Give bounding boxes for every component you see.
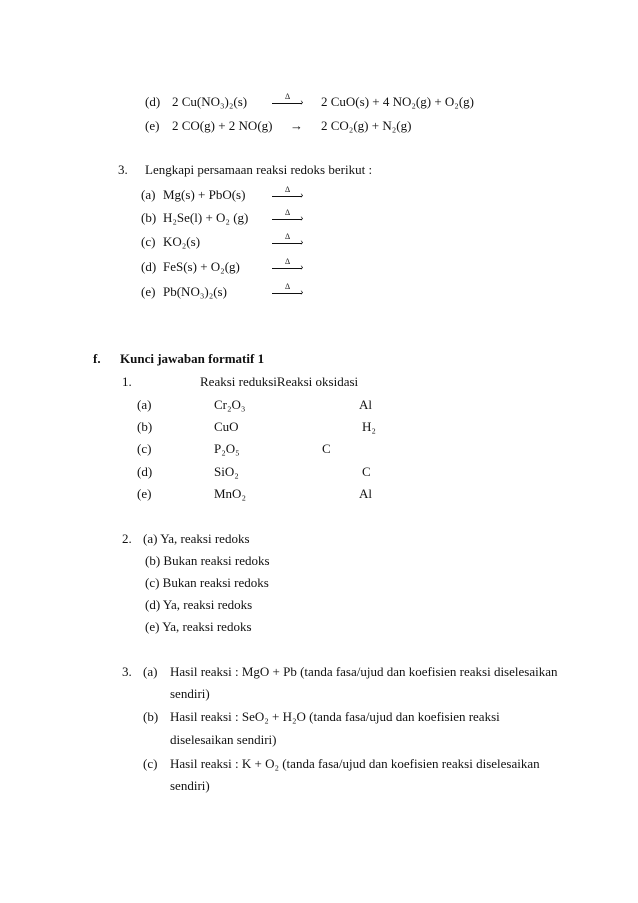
answer3-b-line1: Hasil reaksi : SeO₂ + H₂O (tanda fasa/ujud dan koefisien reaksi: [170, 709, 500, 724]
delta-symbol: Δ: [285, 185, 291, 194]
answer2-item: (e) Ya, reaksi redoks: [145, 619, 252, 634]
answer3-c-line2: sendiri): [170, 778, 210, 793]
eq-e-arrow: →: [290, 118, 303, 133]
q3-item-c-text: KO₂(s): [163, 234, 201, 249]
answer2-number: 2.: [122, 531, 132, 546]
answer1-row-a-reduction: Cr₂O₃: [214, 397, 246, 412]
answer1-number: 1.: [122, 374, 132, 389]
q3-title: Lengkapi persamaan reaksi redoks berikut :: [145, 162, 373, 177]
answer1-row-e-reduction: MnO₂: [214, 486, 246, 501]
answer1-row-c-label: (c): [137, 441, 152, 456]
eq-e-label: (e): [145, 118, 160, 133]
answer1-row-b-oxidation: H₂: [362, 419, 376, 434]
answer2-item: (c) Bukan reaksi redoks: [145, 575, 269, 590]
eq-d-products: 2 CuO(s) + 4 NO₂(g) + O₂(g): [321, 94, 474, 109]
q3-item-a-text: Mg(s) + PbO(s): [163, 187, 246, 202]
q3-item-b-label: (b): [141, 210, 157, 225]
answer1-row-d-label: (d): [137, 464, 153, 479]
answer3-a-line1: Hasil reaksi : MgO + Pb (tanda fasa/ujud dan koefisien reaksi diselesaikan: [170, 664, 558, 679]
answer2-item: (a) Ya, reaksi redoks: [143, 531, 250, 546]
answer3-c-label: (c): [143, 756, 158, 771]
answer1-header: Reaksi reduksiReaksi oksidasi: [200, 374, 359, 389]
answer1-row-a-label: (a): [137, 397, 152, 412]
answer1-row-b-label: (b): [137, 419, 153, 434]
q3-item-e-text: Pb(NO₃)₂(s): [163, 284, 227, 299]
delta-symbol: Δ: [285, 232, 291, 241]
answer3-c-line1: Hasil reaksi : K + O₂ (tanda fasa/ujud dan koefisien reaksi diselesaikan: [170, 756, 540, 771]
answer3-a-line2: sendiri): [170, 686, 210, 701]
eq-e-reactants: 2 CO(g) + 2 NO(g): [172, 118, 273, 133]
answer1-row-e-label: (e): [137, 486, 152, 501]
answer3-number: 3.: [122, 664, 132, 679]
answer1-row-d-reduction: SiO₂: [214, 464, 239, 479]
q3-item-d-text: FeS(s) + O₂(g): [163, 259, 240, 274]
q3-item-d-label: (d): [141, 259, 157, 274]
answer1-row-b-reduction: CuO: [214, 419, 239, 434]
delta-symbol: Δ: [285, 208, 291, 217]
delta-symbol: Δ: [285, 257, 291, 266]
delta-symbol: Δ: [285, 282, 291, 291]
answer1-row-c-reduction: P₂O₅: [214, 441, 240, 456]
q3-item-c-label: (c): [141, 234, 156, 249]
answer1-row-c-oxidation: C: [322, 441, 331, 456]
answer2-item: (d) Ya, reaksi redoks: [145, 597, 253, 612]
answer3-b-label: (b): [143, 709, 159, 724]
section-f-title: Kunci jawaban formatif 1: [120, 351, 265, 366]
q3-item-e-label: (e): [141, 284, 156, 299]
answer3-b-line2: diselesaikan sendiri): [170, 732, 277, 747]
answer1-row-d-oxidation: C: [362, 464, 371, 479]
delta-symbol: Δ: [285, 92, 291, 101]
eq-d-label: (d): [145, 94, 161, 109]
answer1-row-e-oxidation: Al: [359, 486, 372, 501]
q3-item-b-text: H₂Se(l) + O₂ (g): [163, 210, 249, 225]
eq-e-products: 2 CO₂(g) + N₂(g): [321, 118, 412, 133]
q3-item-a-label: (a): [141, 187, 156, 202]
eq-d-reactants: 2 Cu(NO₃)₂(s): [172, 94, 248, 109]
answer2-item: (b) Bukan reaksi redoks: [145, 553, 270, 568]
q3-number: 3.: [118, 162, 128, 177]
section-f-label: f.: [93, 351, 101, 366]
answer3-a-label: (a): [143, 664, 158, 679]
answer1-row-a-oxidation: Al: [359, 397, 372, 412]
